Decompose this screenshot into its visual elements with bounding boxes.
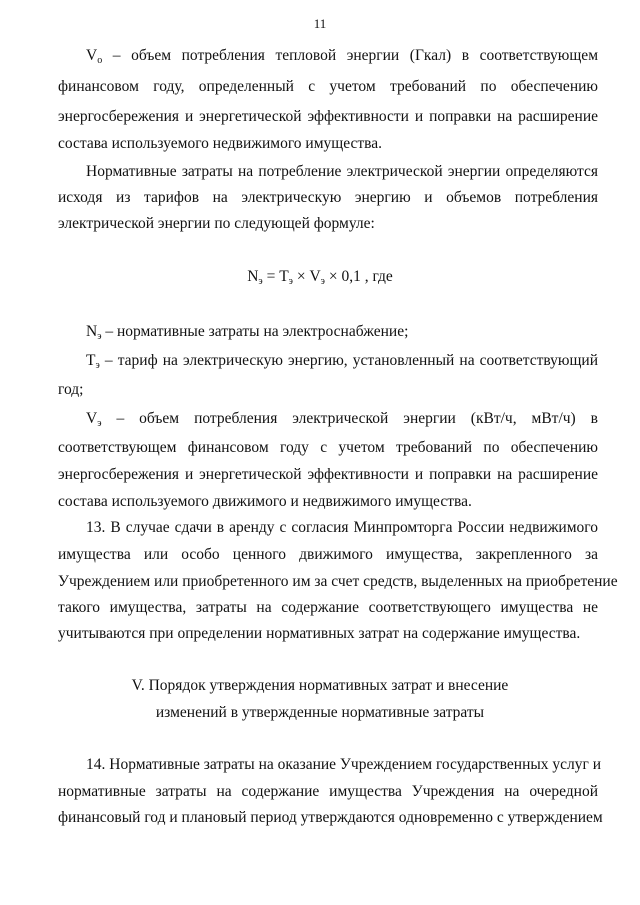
formula (0, 268, 640, 286)
section-heading-line-1: V. Порядок утверждения нормативных затрат и внесение (131, 677, 509, 694)
definition-t-line-1 (86, 351, 598, 371)
paragraph-vo-line-2: финансовом году, определенный с учетом требований по обеспечению (58, 78, 598, 95)
def-v-subscript: э (97, 418, 102, 429)
formula-rest: × 0,1 , где (324, 268, 393, 285)
paragraph-vo-line-1 (86, 46, 598, 66)
formula-times-v: × V (292, 268, 321, 285)
formula-n: N (247, 268, 259, 285)
section-heading-line-2: изменений в утвержденные нормативные затраты (155, 704, 485, 721)
vo-symbol: V (86, 47, 98, 64)
definition-v-line-2: соответствующем финансовом году с учетом требований по обеспечению (58, 439, 598, 456)
paragraph-13-line-4: такого имущества, затраты на содержание соответствующего имущества не (58, 599, 598, 616)
definition-n (86, 322, 598, 342)
paragraph-13-line-1: 13. В случае сдачи в аренду с согласия Минпромторга России недвижимого (86, 519, 598, 536)
def-t-text: – тариф на электрическую энергию, установленный на соответствующий (99, 352, 598, 369)
definition-v-line-1 (86, 409, 598, 429)
def-n-symbol: N (86, 323, 98, 340)
definition-v-line-4: состава используемого движимого и недвижимого имущества. (58, 493, 472, 510)
formula-v-sub: э (320, 276, 325, 287)
paragraph-vo-line-4: состава используемого недвижимого имущества. (58, 135, 383, 152)
formula-t-sub: э (288, 276, 293, 287)
formula-eq-t: = T (262, 268, 289, 285)
def-v-text: – объем потребления электрической энергии (кВт/ч, мВт/ч) в (101, 410, 598, 427)
def-n-text: – нормативные затраты на электроснабжение; (101, 323, 409, 340)
page-number: 11 (313, 16, 327, 31)
paragraph-electric-line-2: исходя из тарифов на электрическую энергию и объемов потребления (58, 189, 598, 206)
def-v-symbol: V (86, 410, 98, 427)
definition-v-line-3: энергосбережения и энергетической эффективности и поправки на расширение (58, 466, 598, 483)
def-t-symbol: T (86, 352, 96, 369)
paragraph-13-line-5: учитываются при определении нормативных затрат на содержание имущества. (58, 625, 581, 642)
paragraph-14-line-2: нормативные затраты на содержание имущества Учреждения на очередной (58, 783, 598, 800)
vo-definition: – объем потребления тепловой энергии (Гкал) в соответствующем (102, 47, 598, 64)
vo-subscript: о (97, 55, 103, 66)
definition-t-line-2: год; (58, 381, 84, 398)
def-t-subscript: э (95, 360, 100, 371)
paragraph-14-line-1: 14. Нормативные затраты на оказание Учреждением государственных услуг и (86, 756, 602, 773)
formula-n-sub: э (258, 276, 263, 287)
paragraph-13-line-2: имущества или особо ценного движимого имущества, закрепленного за (58, 546, 598, 563)
paragraph-vo-line-3: энергосбережения и энергетической эффективности и поправки на расширение (58, 108, 598, 125)
def-n-subscript: э (97, 331, 102, 342)
paragraph-13-line-3: Учреждением или приобретенного им за счет средств, выделенных на приобретение (58, 573, 618, 590)
paragraph-14-line-3: финансовый год и плановый период утверждаются одновременно с утверждением (58, 809, 603, 826)
paragraph-electric-line-3: электрической энергии по следующей формуле: (58, 215, 375, 232)
paragraph-electric-line-1: Нормативные затраты на потребление электрической энергии определяются (86, 163, 598, 180)
